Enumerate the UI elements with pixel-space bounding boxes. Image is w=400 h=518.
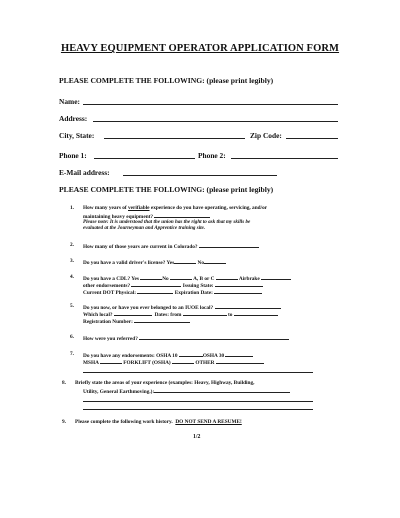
q3-yes-field[interactable] [174,258,196,264]
q5-text-line1: Do you now, or have you ever belonged to an IUOE local? [83,303,281,312]
page-number: 1/2 [193,434,201,440]
q3-no-field[interactable] [204,258,226,264]
q4-class-field[interactable] [216,274,238,280]
q1-text-line1: How many years of verifiable experience do you have operating, servicing, and/or [83,205,268,211]
q1-verifiable: verifiable [128,205,150,211]
zip-code-label: Zip Code: [250,131,282,140]
q5-date-to-field[interactable] [234,310,278,316]
phone1-field[interactable] [94,158,195,159]
q3-text: Do you have a valid driver's license? Yes No [83,258,226,267]
city-state-field[interactable] [104,138,245,139]
q7-text-line2: MSHA FORKLIFT (OSHA) OTHER [83,358,264,367]
section-heading-questions: PLEASE COMPLETE THE FOLLOWING: (please print legibly) [59,185,274,194]
q9-text: Please complete the following work history. DO NOT SEND A RESUME! [75,419,242,425]
q9-number: 9. [62,419,66,425]
q4-number: 4. [70,274,74,280]
city-state-label: City, State: [59,131,95,140]
q4-text-line3: Current DOT Physical: Expiration Date: [83,288,262,297]
q7-osha30-field[interactable] [225,351,253,357]
q2-text: How many of those years are current in Colorado? [83,242,259,251]
q1-note-line1: Please note: It is understood that the union has the right to ask that my skills be [83,219,251,225]
q4-text-line1: Do you have a CDL? Yes No A, B or C Airbrake [83,274,291,283]
q4-dot-physical-field[interactable] [137,288,173,294]
name-field[interactable] [83,104,338,105]
q8-field-line1[interactable] [154,387,290,393]
q1-number: 1. [70,205,74,211]
q4-airbrake-field[interactable] [261,274,291,280]
q9-no-resume: DO NOT SEND A RESUME! [175,419,242,425]
q4-other-endorsements-field[interactable] [131,281,181,287]
q4-text-line2: other endorsements? Issuing State: [83,281,263,290]
name-label: Name: [59,97,80,106]
q7-osha10-field[interactable] [179,351,203,357]
q1-text-line2: maintaining heavy equipment? [83,212,210,221]
q5-registration-field[interactable] [134,317,190,323]
q4-issuing-state-field[interactable] [215,281,263,287]
q5-date-from-field[interactable] [183,310,227,316]
q5-which-local-field[interactable] [114,310,152,316]
q8-field-line3[interactable] [83,409,313,410]
q2-number: 2. [70,242,74,248]
q7-forklift-field[interactable] [172,358,194,364]
q5-text-line3: Registration Number: [83,317,190,326]
q5-local-field[interactable] [215,303,281,309]
q4-yes-field[interactable] [140,274,162,280]
q7-msha-field[interactable] [100,358,122,364]
form-title: HEAVY EQUIPMENT OPERATOR APPLICATION FORM [60,43,340,54]
q8-text-line1: Briefly state the areas of your experience (examples: Heavy, Highway, Building, [75,380,255,386]
q8-number: 8. [62,380,66,386]
q6-text: How were you referred? [83,334,289,343]
section-heading-contact: PLEASE COMPLETE THE FOLLOWING: (please print legibly) [59,76,274,85]
q1-years-field[interactable] [154,212,210,218]
q7-extra-line[interactable] [83,372,313,373]
q7-other-field[interactable] [216,358,264,364]
q8-text-line2: Utility, General Earthmoving.): [83,387,290,396]
q8-field-line2[interactable] [83,401,313,402]
phone2-field[interactable] [231,158,338,159]
q2-field[interactable] [199,242,259,248]
email-field[interactable] [123,175,277,176]
q1-note-line2: evaluated at the Journeyman and Apprentice training site. [83,225,206,231]
q7-number: 7. [70,351,74,357]
address-label: Address: [59,114,88,123]
address-field[interactable] [93,121,338,122]
email-label: E-Mail address: [59,168,110,177]
zip-code-field[interactable] [286,138,338,139]
q7-text-line1: Do you have any endorsements: OSHA 10 OSHA 30 [83,351,253,360]
q6-number: 6. [70,334,74,340]
q5-text-line2: Which local? Dates: from to [83,310,278,319]
q6-referral-field[interactable] [139,334,289,340]
q4-no-field[interactable] [170,274,192,280]
q3-number: 3. [70,258,74,264]
q5-number: 5. [70,303,74,309]
q4-expiration-field[interactable] [214,288,262,294]
phone1-label: Phone 1: [59,151,87,160]
phone2-label: Phone 2: [198,151,226,160]
